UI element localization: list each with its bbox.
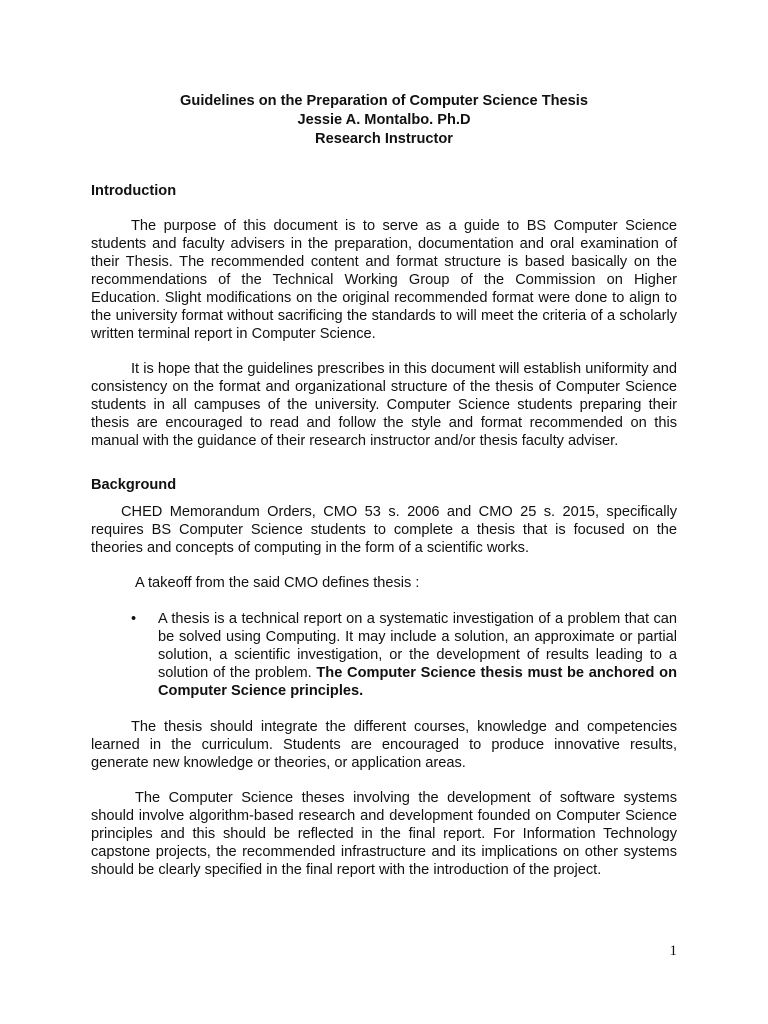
document-title: Guidelines on the Preparation of Computer Science Thesis (180, 93, 588, 109)
document-author-role: Research Instructor (315, 131, 453, 147)
document-header (91, 92, 677, 149)
bullet-emphasis: The Computer Science thesis must be anchored on Computer Science principles. (158, 665, 677, 699)
document-author: Jessie A. Montalbo. Ph.D (297, 112, 471, 128)
background-heading: Background (91, 477, 177, 493)
introduction-paragraph-1: The purpose of this document is to serve as a guide to BS Computer Science students and faculty advisers in the preparation, documentation and oral examination of their Thesis. The recommended content and format structure is based basically on the recommendations of the Technical Working Group of the Commission on Higher Education. Slight modifications on the original recommended format were done to align to the university format without sacrificing the standards to will meet the criteria of a scholarly written terminal report in Computer Science. (91, 218, 677, 342)
definition-bullet (91, 610, 677, 700)
background-paragraph-3: The thesis should integrate the different courses, knowledge and competencies learned in the curriculum. Students are encouraged to produce innovative results, generate new knowledge or theories, or application areas. (91, 719, 677, 771)
bullet-marker: • (131, 611, 137, 627)
background-paragraph-1: CHED Memorandum Orders, CMO 53 s. 2006 and CMO 25 s. 2015, specifically requires BS Computer Science students to complete a thesis that is focused on the theories and concepts of computing in the form of a scientific works. (91, 504, 677, 556)
bullet-text (158, 610, 677, 700)
page-number: 1 (669, 943, 677, 959)
bullet-body: A thesis is a technical report on a systematic investigation of a problem that can be solved using Computing. It may include a solution, an approximate or partial solution, a scientific investigation, or the development of results leading to a solution of the problem. (158, 611, 677, 681)
introduction-heading: Introduction (91, 183, 177, 199)
background-paragraph-4: The Computer Science theses involving the development of software systems should involve algorithm-based research and development founded on Computer Science principles and this should be reflected in the final report. For Information Technology capstone projects, the recommended infrastructure and its implications on other systems should be clearly specified in the final report with the introduction of the project. (91, 790, 677, 878)
introduction-paragraph-2: It is hope that the guidelines prescribes in this document will establish uniformity and consistency on the format and organizational structure of the thesis of Computer Science students in all campuses of the university. Computer Science students preparing their thesis are encouraged to read and follow the style and format recommended on this manual with the guidance of their research instructor and/or thesis faculty adviser. (91, 361, 677, 449)
background-paragraph-2: A takeoff from the said CMO defines thesis : (135, 575, 420, 591)
